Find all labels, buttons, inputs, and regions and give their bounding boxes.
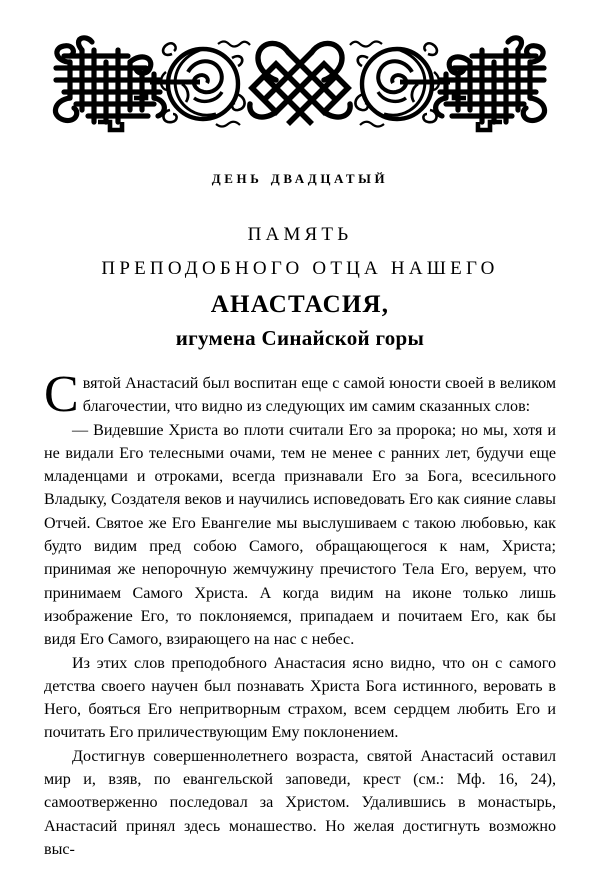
saint-name: АНАСТАСИЯ, bbox=[210, 290, 390, 318]
paragraph-monastic-life: Достигнув совершеннолетнего возраста, святой Анастасий оставил мир и, взяв, по евангельской заповеди, крест (см.: Мф. 16, 24), самоотверженно последовал за Христом. Удалившись в монастырь, Анастасий принял здесь монашество. Но желая достигнуть возможно выс- bbox=[44, 747, 556, 858]
paragraph-quote: — Видевшие Христа во плоти считали Его за пророка; но мы, хотя и не видали Его телесными очами, тем не менее с ранних лет, будучи еще младенцами и отроками, всегда признавали Его за Бога, всесильного Владыку, Создателя веков и научились исповедовать Его как сияние славы Отчей. Святое же Его Евангелие мы выслушиваем с такою любовью, как будто видим пред собою Самого, обращающегося к нам, Христа; принимая же непорочную жемчужину пречистого Тела Его, веруем, что принимаем Самого Христа. А когда видим на иконе только лишь изображение Его, то поклоняемся, припадаем и почитаем Его, как бы видя Его Самого, взирающего на нас с небес. bbox=[44, 421, 556, 649]
day-heading: день двадцатый bbox=[211, 167, 389, 188]
paragraph-opening-text: вятой Анастасий был воспитан еще с самой юности своей в великом благочестии, что видно из следующих им самим сказанных слов: bbox=[82, 375, 556, 416]
drop-cap: С bbox=[44, 366, 79, 423]
celtic-knotwork-headpiece-icon bbox=[0, 30, 600, 138]
title-father-line: ПРЕПОДОБНОГО ОТЦА НАШЕГО bbox=[101, 257, 499, 279]
body-text bbox=[44, 366, 556, 861]
title-block bbox=[44, 168, 556, 352]
saint-role: игумена Синайской горы bbox=[175, 326, 425, 351]
paragraph-commentary: Из этих слов преподобного Анастасия ясно видно, что он с самого детства своего научен был познавать Христа Бога истинного, веровать в Него, бояться Его непритворным страхом, всем сердцем любить Его и почитать Его приличествующим Ему поклонением. bbox=[44, 654, 556, 742]
paragraph-opening bbox=[44, 366, 556, 423]
title-memory-line: ПАМЯТЬ bbox=[247, 223, 353, 245]
